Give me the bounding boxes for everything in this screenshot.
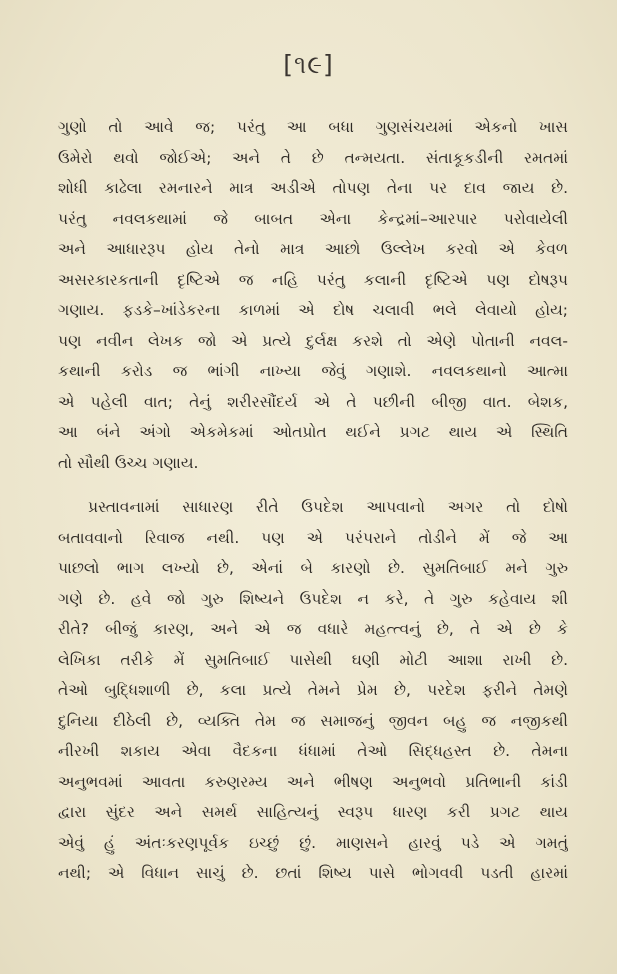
text-line: બતાવવાનો રિવાજ નથી. પણ એ પરંપરાને તોડીને મેં જે આ (58, 528, 568, 547)
text-line: ગુણો તો આવે જ; પરંતુ આ બધા ગુણસંચયમાં એકનો ખાસ (58, 118, 568, 136)
text-line: તેઓ બુદ્ધિશાળી છે, કલા પ્રત્યે તેમને પ્રેમ છે, પરદેશ ફરીને તેમણે (58, 681, 568, 699)
page-number: [૧૯] (283, 50, 334, 79)
paragraph-2 (58, 492, 568, 889)
text-line: આ બંને અંગો એકમેકમાં ઓતપ્રોત થઈને પ્રગટ થાય એ સ્થિતિ (58, 423, 568, 441)
text-line: પણ નવીન લેખક જો એ પ્રત્યે દુર્લક્ષ કરશે તો એણે પોતાની નવલ- (58, 331, 568, 350)
text-line: એ પહેલી વાત; તેનું શરીરસૌંદર્ય એ તે પછીની બીજી વાત. બેશક, (58, 392, 568, 411)
text-line: ગણાય. ફડકે–ખાંડેકરના કાળમાં એ દોષ ચલાવી ભલે લેવાયો હોય; (58, 301, 568, 319)
text-line: અનુભવમાં આવતા કરુણરમ્ય અને ભીષણ અનુભવો પ્રતિભાની કાંડી (58, 772, 568, 791)
text-line: પાછલો ભાગ લખ્યો છે, એનાં બે કારણો છે. સુમતિબાઈ મને ગુરુ (58, 559, 568, 577)
text-line: લેખિકા તરીકે મેં સુમતિબાઈ પાસેથી ઘણી મોટી આશા રાખી છે. (58, 650, 568, 669)
text-line: કથાની કરોડ જ ભાંગી નાખ્યા જેવું ગણાશે. નવલકથાનો આત્મા (58, 362, 568, 380)
paragraph-1 (58, 112, 568, 478)
text-line: પ્રસ્તાવનામાં સાધારણ રીતે ઉપદેશ આપવાનો અગર તો દોષો (88, 498, 568, 516)
text-line: અને આધારરૂપ હોય તેનો માત્ર આછો ઉલ્લેખ કરવો એ કેવળ (58, 240, 568, 258)
text-line: નીરખી શકાય એવા વૈદકના ધંધામાં તેઓ સિદ્ધહસ્ત છે. તેમના (58, 742, 568, 760)
paragraph-gap (58, 478, 568, 492)
body-text (58, 112, 568, 889)
text-line: દ્વારા સુંદર અને સમર્થ સાહિત્યનું સ્વરૂપ ધારણ કરી પ્રગટ થાય (58, 803, 568, 821)
text-line: નથી; એ વિધાન સાચું છે. છતાં શિષ્ય પાસે ભોગવવી પડતી હારમાં (58, 864, 568, 882)
text-line: પરંતુ નવલકથામાં જે બાબત એના કેન્દ્રમાં–આરપાર પરોવાયેલી (58, 209, 568, 228)
text-line: તો સૌથી ઉચ્ચ ગણાય. (58, 453, 199, 472)
text-line: દુનિયા દીઠેલી છે, વ્યક્તિ તેમ જ સમાજનું જીવન બહુ જ નજીકથી (58, 711, 568, 730)
text-line: રીતે? બીજું કારણ, અને એ જ વધારે મહત્ત્વનું છે, તે એ છે કે (58, 620, 568, 638)
text-line: ઉમેરો થવો જોઈએ; અને તે છે તન્મયતા. સંતાકૂકડીની રમતમાં (58, 148, 568, 167)
text-line: એવું હું અંતઃકરણપૂર્વક ઇચ્છું છું. માણસને હારવું પડે એ ગમતું (58, 833, 568, 852)
text-line: અસરકારકતાની દૃષ્ટિએ જ નહિ પરંતુ કલાની દૃષ્ટિએ પણ દોષરૂપ (58, 270, 568, 289)
text-line: ગણે છે. હવે જો ગુરુ શિષ્યને ઉપદેશ ન કરે, તે ગુરુ કહેવાય શી (58, 589, 568, 608)
text-line: શોધી કાઢેલા રમનારને માત્ર અડીએ તોપણ તેના પર દાવ જાય છે. (58, 179, 568, 197)
